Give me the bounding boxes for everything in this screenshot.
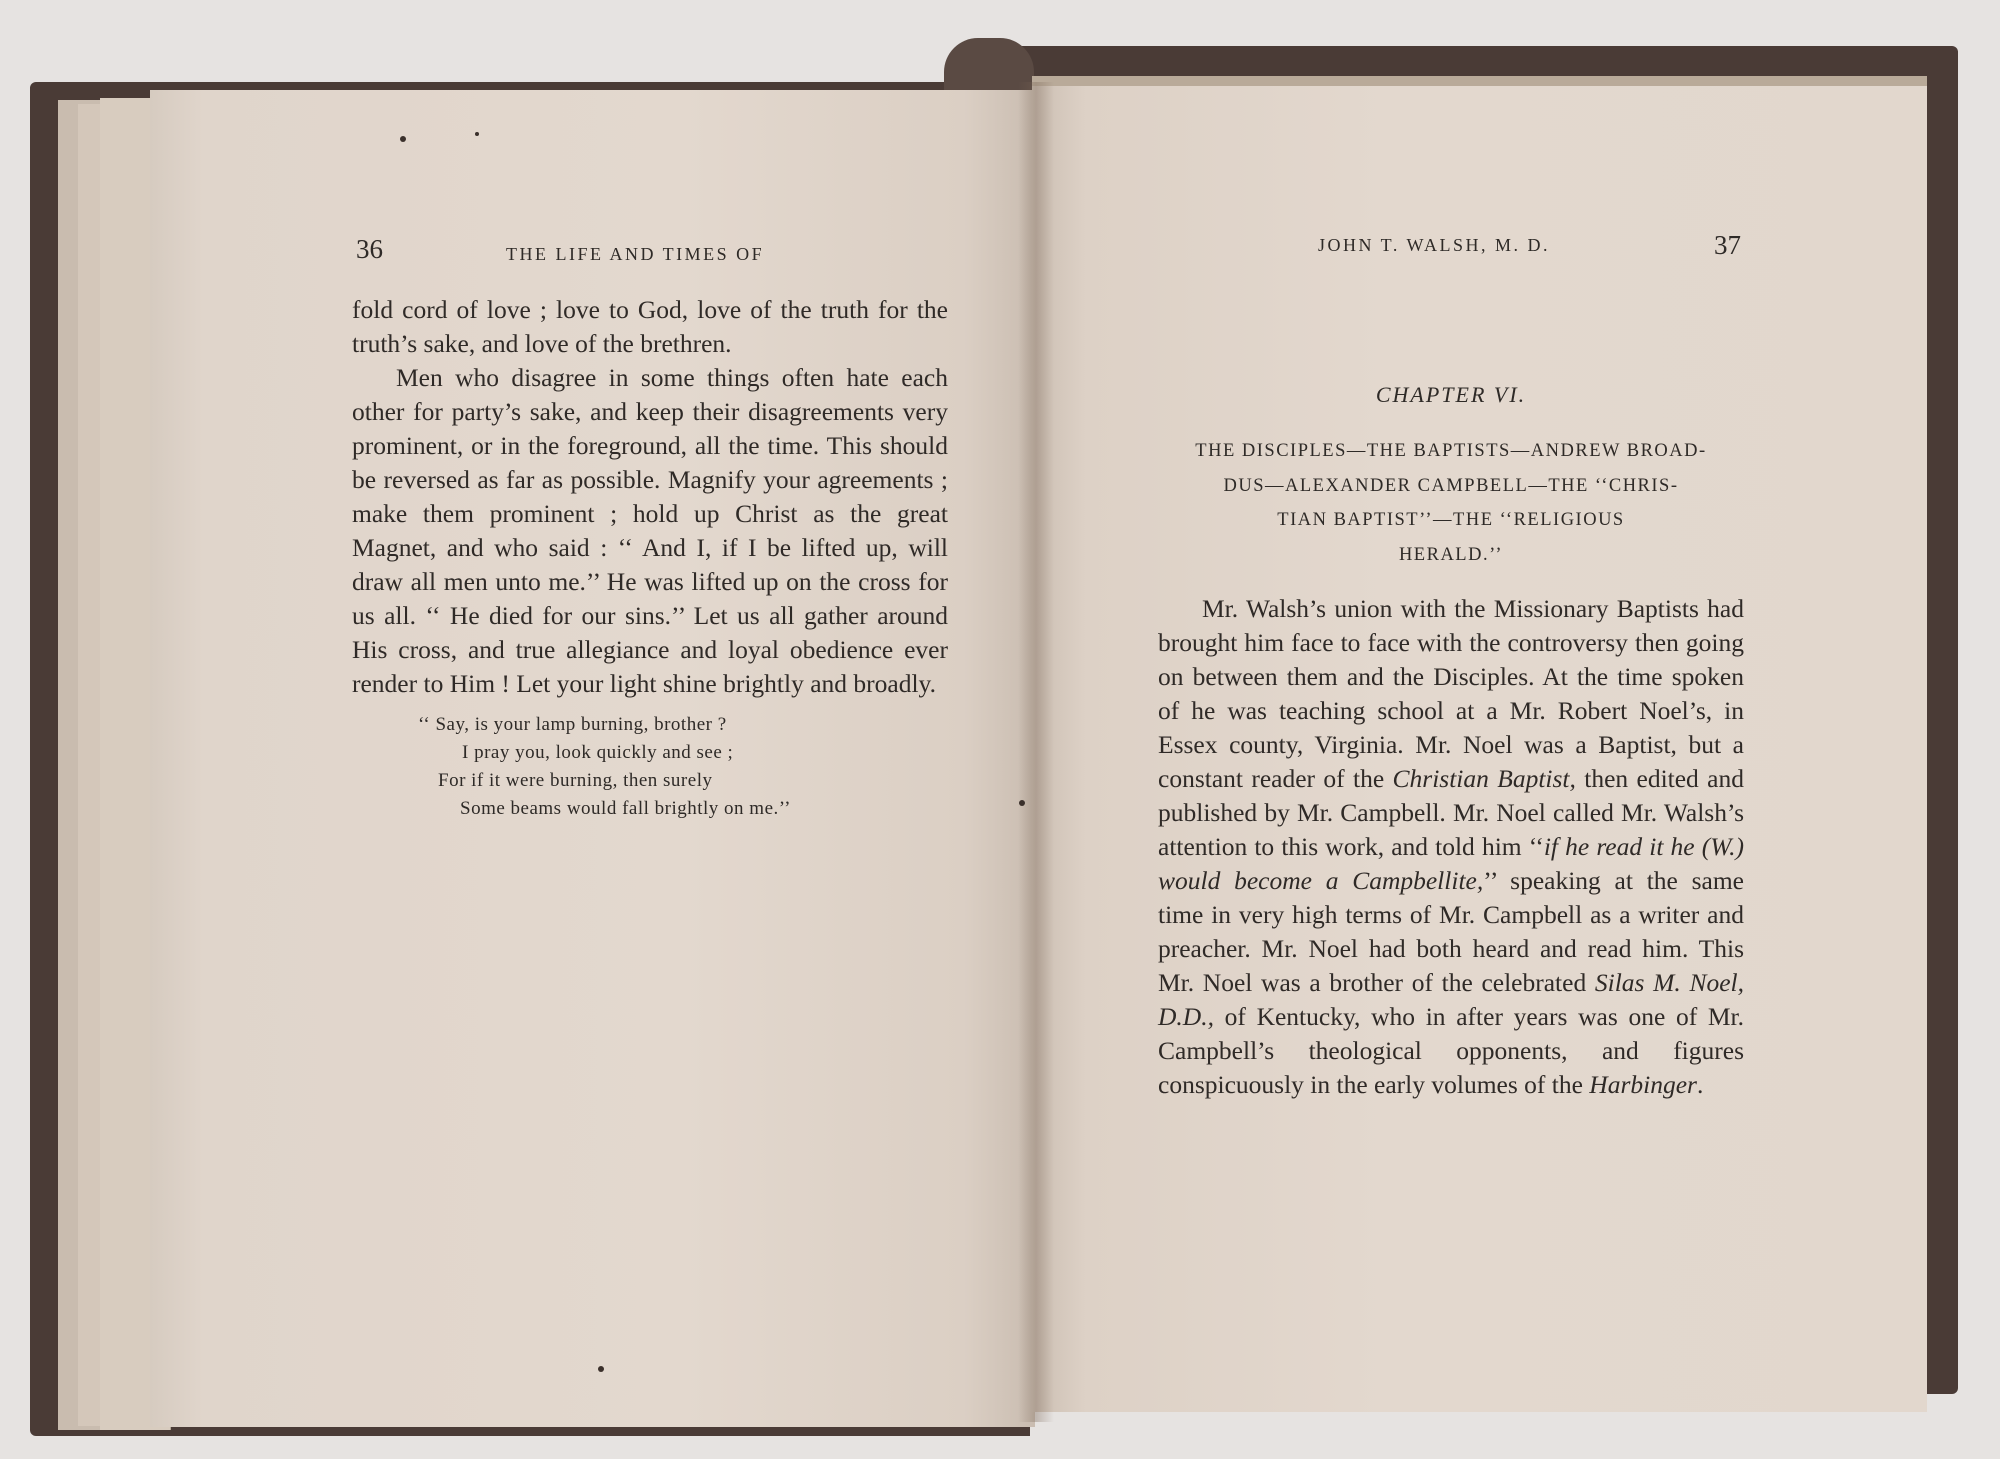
summary-line: THE DISCIPLES—THE BAPTISTS—ANDREW BROAD- — [1195, 441, 1707, 461]
text-run: . — [1696, 1070, 1704, 1099]
poem-line: Some beams would fall brightly on me.’’ — [460, 798, 792, 819]
paper-speck — [598, 1366, 604, 1372]
running-head-left: THE LIFE AND TIMES OF — [506, 244, 765, 264]
poem — [352, 711, 948, 823]
poem-line: ‘‘ Say, is your lamp burning, brother ? — [418, 714, 727, 735]
italic-title: Harbinger — [1589, 1070, 1697, 1099]
page-number-right: 37 — [1714, 230, 1741, 260]
paragraph — [1158, 592, 1744, 1102]
chapter-title: CHAPTER VI. — [1375, 382, 1527, 407]
italic-title: Christian Baptist, — [1392, 764, 1576, 793]
gutter-shadow — [1018, 82, 1054, 1422]
text-run: Mr. Walsh’s union with the Missionary Baptists had brought him face to face with the controversy then going on between them and the Disciples. At the time spoken of he was teaching school at a Mr. Robert Noel’s, in Essex county, Virginia. Mr. Noel was a Baptist, but a constant reader of the — [1158, 594, 1744, 793]
italic-quote: if he read it he (W.) would become a Campbellite, — [1158, 832, 1744, 895]
running-head-right: JOHN T. WALSH, M. D. — [1318, 235, 1551, 255]
left-page-text — [352, 293, 948, 823]
text-run: of Kentucky, who in after years was one of Mr. Campbell’s theological opponents, and figures conspicuously in the early volumes of the — [1158, 1002, 1744, 1099]
paper-speck — [400, 136, 406, 142]
summary-line: HERALD.’’ — [1398, 544, 1504, 565]
page-number-left: 36 — [356, 234, 383, 264]
text-run: ’’ speaking at the same time in very high terms of Mr. Campbell as a writer and preacher. Mr. Noel had both heard and read him. This Mr. Noel was a brother of the celebrated — [1158, 866, 1744, 997]
summary-line: TIAN BAPTIST’’—THE ‘‘RELIGIOUS — [1277, 510, 1625, 530]
right-page-text — [1158, 592, 1744, 1102]
text-run: then edited and published by Mr. Campbell. Mr. Noel called Mr. Walsh’s attention to this work, and told him ‘‘ — [1158, 764, 1744, 861]
paper-speck — [475, 132, 479, 136]
italic-name: Silas M. Noel, D.D., — [1158, 968, 1744, 1031]
paragraph: fold cord of love ; love to God, love of the truth for the truth’s sake, and love of the brethren. — [352, 295, 948, 358]
paragraph: Men who disagree in some things often hate each other for party’s sake, and keep their disagreements very prominent, or in the foreground, all the time. This should be reversed as far as possible. Magnify your agreements ; make them prominent ; hold up Christ as the great Magnet, and who said : ‘‘ And I, if I be lifted up, will draw all men unto me.’’ He was lifted up on the cross for us all. ‘‘ He died for our sins.’’ Let us all gather around His cross, and true allegiance and loyal obedience ever render to Him ! Let your light shine brightly and broadly. — [352, 363, 948, 698]
poem-line: For if it were burning, then surely — [438, 770, 713, 791]
summary-line: DUS—ALEXANDER CAMPBELL—THE ‘‘CHRIS- — [1223, 475, 1679, 496]
paper-speck — [1019, 800, 1025, 806]
chapter-summary — [1150, 434, 1752, 572]
poem-line: I pray you, look quickly and see ; — [462, 742, 734, 763]
